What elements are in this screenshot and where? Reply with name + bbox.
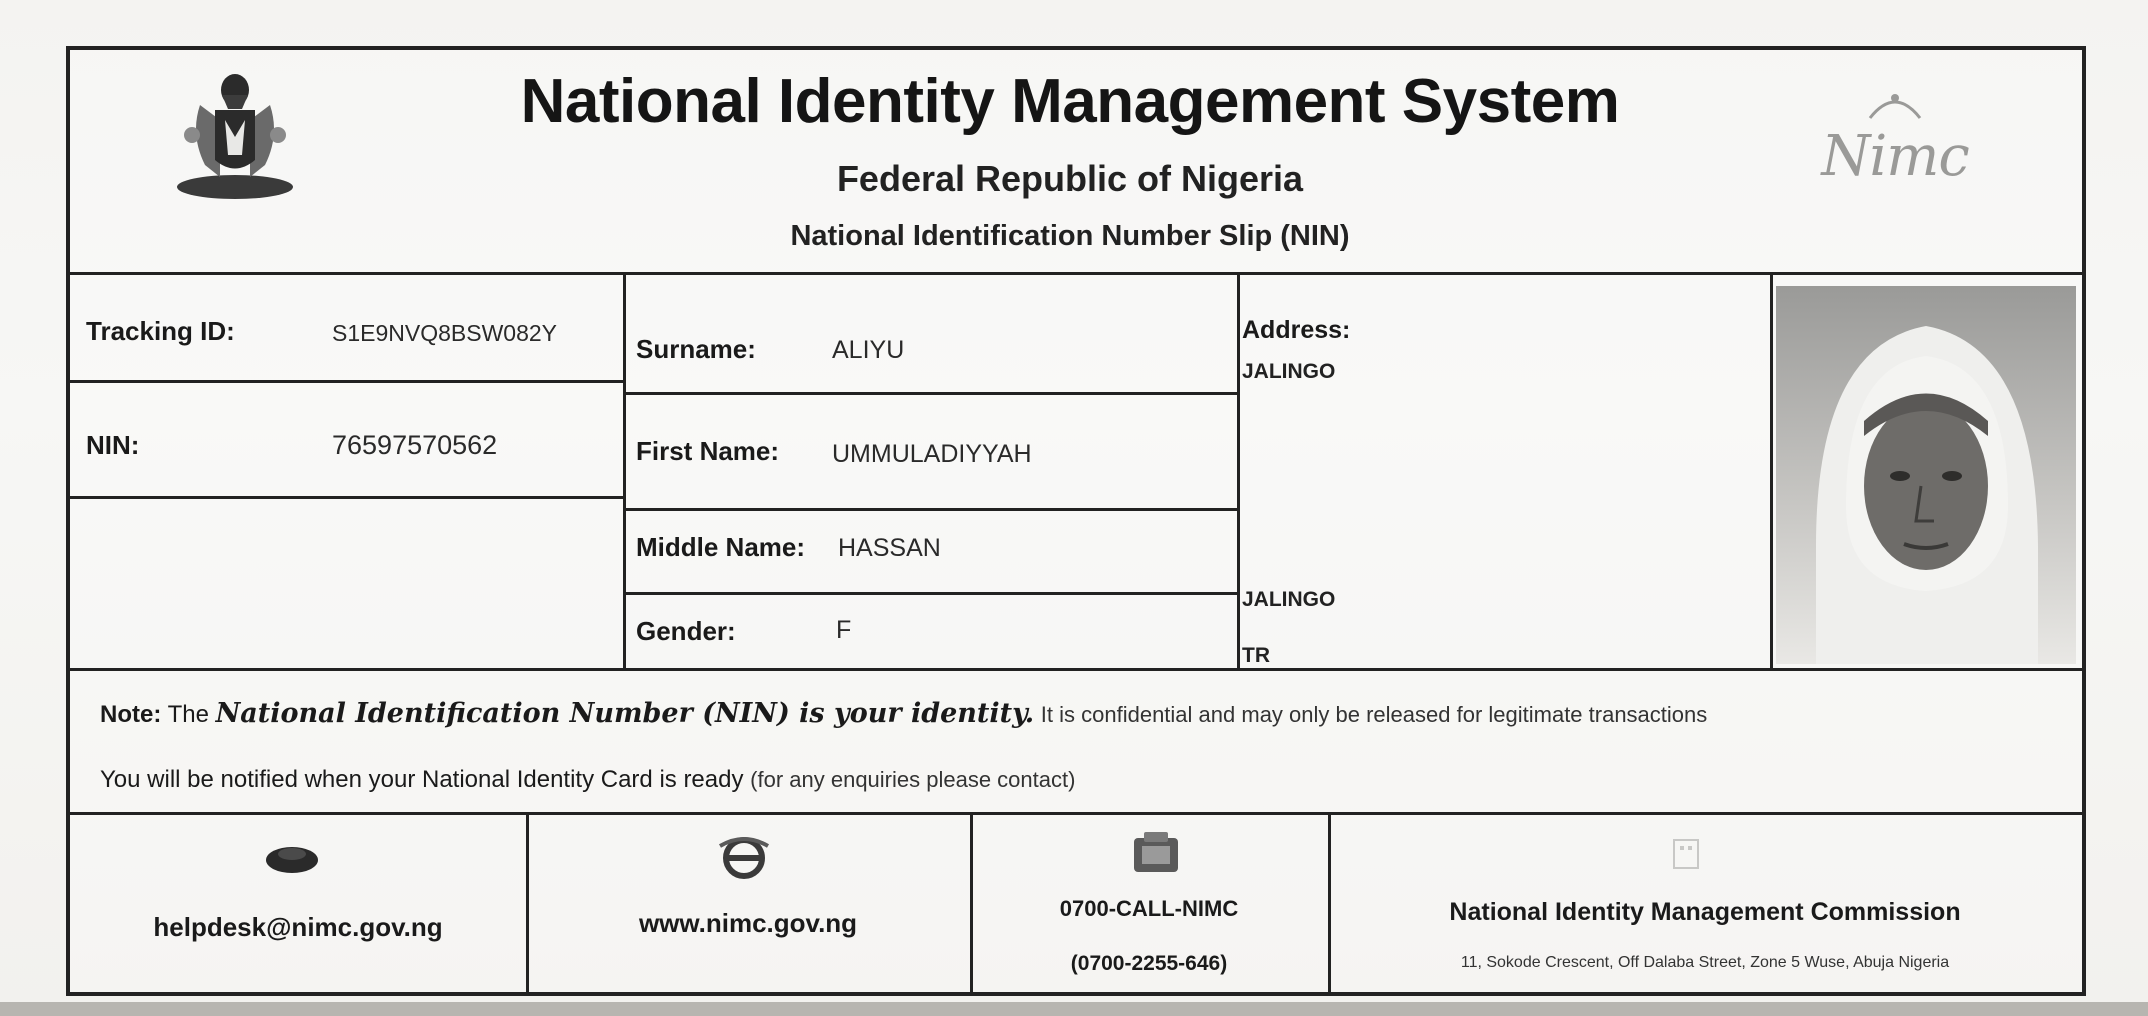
commission-name: National Identity Management Commission (1449, 898, 1961, 926)
surname-value: ALIYU (832, 336, 905, 364)
header-divider (70, 272, 2082, 275)
browser-icon (716, 832, 772, 882)
note-rest: It is confidential and may only be released for legitimate transactions (1040, 702, 1708, 727)
note-line-2 (100, 766, 1075, 794)
grid-line (1770, 272, 1773, 668)
person-portrait-icon (1776, 286, 2076, 664)
commission-address: 11, Sokode Crescent, Off Dalaba Street, Zone 5 Wuse, Abuja Nigeria (1460, 954, 1950, 971)
call-number: (0700-2255-646) (1070, 952, 1228, 975)
grid-line (623, 392, 1240, 395)
tracking-id-label: Tracking ID: (86, 316, 235, 346)
mail-icon (262, 838, 322, 878)
building-icon (1666, 834, 1706, 870)
middle-name-label: Middle Name: (636, 532, 806, 562)
address-label: Address: (1242, 316, 1351, 344)
nimc-logo (1810, 86, 1980, 206)
grid-line (623, 592, 1240, 595)
logo-arc-icon (1865, 86, 1925, 122)
nin-value: 76597570562 (332, 430, 498, 460)
note-emphasis: National Identification Number (NIN) is your identity. (215, 698, 1035, 729)
surname-label: Surname: (636, 334, 756, 364)
gender-label: Gender: (636, 616, 736, 646)
grid-line (70, 380, 626, 383)
address-line-1: JALINGO (1242, 360, 1336, 383)
grid-line (623, 508, 1240, 511)
note-contact-hint: (for any enquiries please contact) (750, 767, 1076, 792)
grid-line (526, 812, 529, 994)
middle-name-value: HASSAN (838, 534, 941, 562)
gender-value: F (836, 616, 852, 644)
note-label: Note: (100, 701, 162, 728)
country-subtitle: Federal Republic of Nigeria (836, 158, 1304, 199)
note-line-1 (100, 698, 1707, 729)
coat-of-arms-icon (160, 65, 310, 205)
grid-line (623, 272, 626, 668)
call-line: 0700-CALL-NIMC (1059, 896, 1239, 921)
nin-slip (66, 46, 2086, 996)
nimc-logo-text: Nimc (1821, 124, 1969, 189)
first-name-value: UMMULADIYYAH (832, 440, 1032, 468)
nimc-website: www.nimc.gov.ng (638, 908, 858, 938)
nin-label: NIN: (86, 430, 140, 460)
note-prefix: The (167, 701, 209, 728)
tracking-id-value: S1E9NVQ8BSW082Y (332, 320, 558, 346)
grid-line (1237, 272, 1240, 668)
slip-name: National Identification Number Slip (NIN) (790, 220, 1350, 252)
first-name-label: First Name: (636, 436, 780, 466)
grid-line (70, 668, 2082, 671)
grid-line (70, 496, 626, 499)
page-title: National Identity Management System (520, 67, 1620, 136)
grid-line (70, 812, 2082, 815)
address-line-3: TR (1242, 644, 1270, 667)
passport-photo (1776, 286, 2076, 664)
address-line-2: JALINGO (1242, 588, 1336, 611)
helpdesk-email: helpdesk@nimc.gov.ng (153, 912, 443, 942)
note-card-ready: You will be notified when your National Identity Card is ready (100, 766, 744, 793)
phone-icon (1130, 830, 1182, 876)
